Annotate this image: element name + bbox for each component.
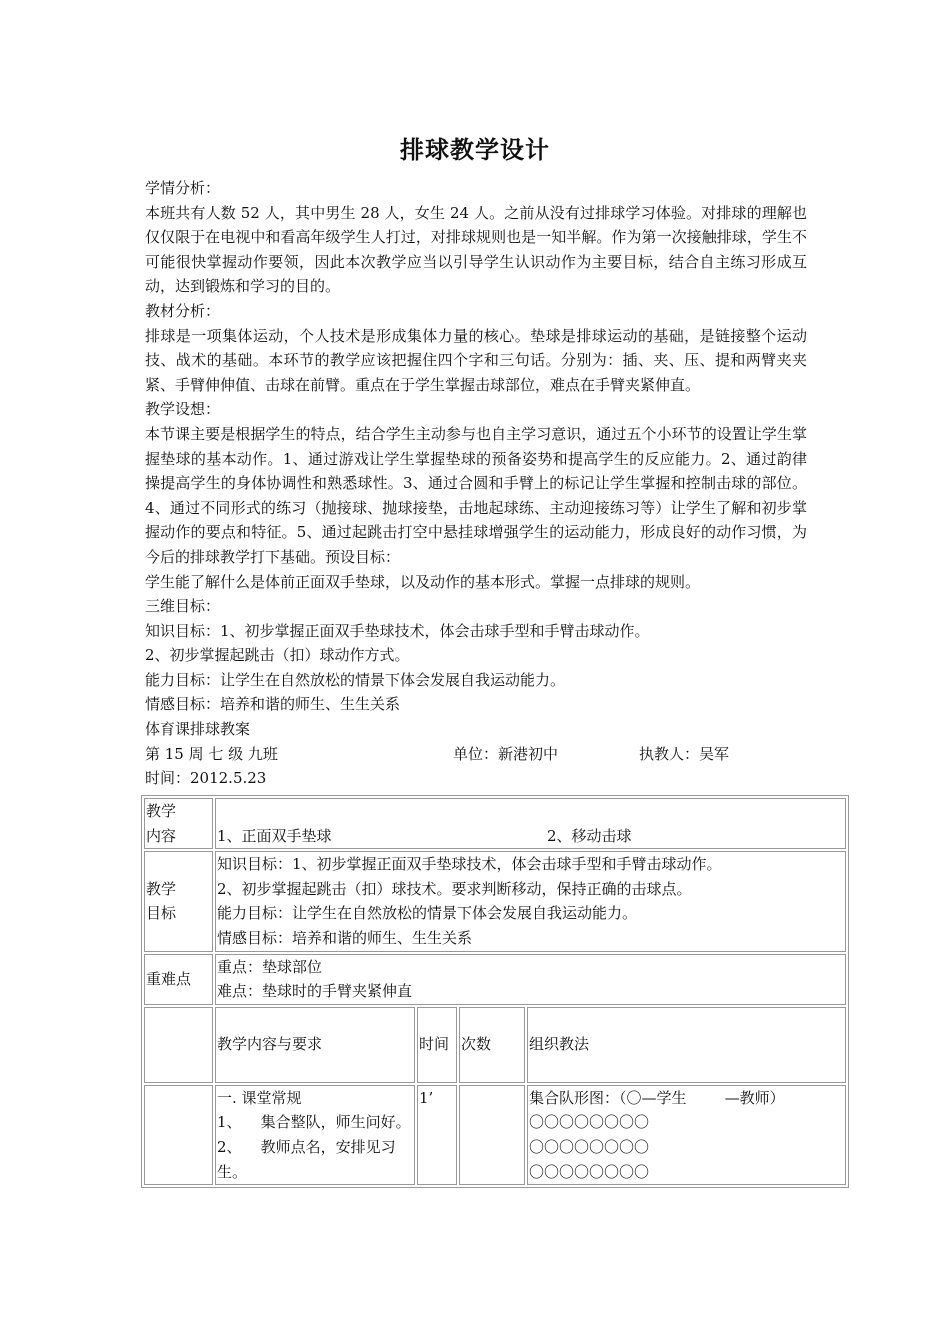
week-class: 第 15 周 七 级 九班 xyxy=(145,744,278,763)
content-label-cell xyxy=(144,798,213,849)
goal-line: 2、初步掌握起跳击（扣）球动作方式。 xyxy=(145,646,410,665)
empty-cell xyxy=(144,1085,213,1185)
row-count-cell xyxy=(459,1085,525,1185)
header-count: 次数 xyxy=(459,1007,525,1083)
key-label-cell xyxy=(144,954,213,1005)
key-label: 重难点 xyxy=(146,969,192,988)
table-row xyxy=(144,1085,846,1185)
section-heading: 教学设想： xyxy=(145,400,221,419)
goal-line: 能力目标：让学生在自然放松的情景下体会发展自我运动能力。 xyxy=(217,904,638,923)
content-item: 1、正面双手垫球 xyxy=(217,826,332,845)
header-method: 组织教法 xyxy=(527,1007,846,1083)
section-heading: 三维目标： xyxy=(145,597,221,616)
goal-label: 目标 xyxy=(146,904,177,923)
section-text: 本班共有人数 52 人，其中男生 28 人，女生 24 人。之前从没有过排球学习体验。对排球的理解也仅仅限于在电视中和看高年级学生人打过，对排球规则也是一知半解。作为第一次接触排球，学生不可能很快掌握动作要领，因此本次教学应当以引导学生认识动作为主要目标，结合自主练习形成互动，达到锻炼和学习的目的。 xyxy=(145,203,807,296)
lesson-time: 时间：2012.5.23 xyxy=(145,769,267,788)
plan-title: 体育课排球教案 xyxy=(145,720,251,739)
lesson-plan-table xyxy=(141,795,849,1188)
table-row-content xyxy=(144,798,846,849)
goal-line: 知识目标：1、初步掌握正面双手垫球技术，体会击球手型和手臂击球动作。 xyxy=(145,621,650,640)
preset-goal: 学生能了解什么是体前正面双手垫球，以及动作的基本形式。掌握一点排球的规则。 xyxy=(145,572,701,591)
formation-row: 〇〇〇〇〇〇〇〇 xyxy=(529,1162,650,1181)
row-content-line: 2、 教师点名，安排见习 xyxy=(217,1137,396,1156)
goal-line: 情感目标：培养和谐的师生、生生关系 xyxy=(217,928,473,947)
goal-label: 教学 xyxy=(146,879,177,898)
row-content-line: 一. 课堂常规 xyxy=(217,1088,302,1107)
method-title: 集合队形图：（〇—学生 —教师） xyxy=(529,1088,785,1107)
page-title: 排球教学设计 xyxy=(400,136,550,164)
empty-cell xyxy=(144,1007,213,1083)
plan-meta-row xyxy=(145,742,807,767)
row-time-cell: 1’ xyxy=(417,1085,457,1185)
goal-label-cell xyxy=(144,851,213,951)
goal-line: 情感目标：培养和谐的师生、生生关系 xyxy=(145,695,401,714)
section-heading: 学情分析： xyxy=(145,179,221,197)
key-line: 重点：垫球部位 xyxy=(217,957,323,976)
content-cell xyxy=(215,798,846,849)
goal-line: 能力目标：让学生在自然放松的情景下体会发展自我运动能力。 xyxy=(145,670,566,689)
formation-row: 〇〇〇〇〇〇〇〇 xyxy=(529,1113,650,1132)
teacher: 执教人：吴军 xyxy=(639,744,730,763)
content-item: 2、移动击球 xyxy=(547,826,632,845)
header-time: 时间 xyxy=(417,1007,457,1083)
content-label: 教学 xyxy=(146,802,177,820)
table-header-row xyxy=(144,1007,846,1083)
table-row-goals xyxy=(144,851,846,951)
row-content-cell xyxy=(215,1085,415,1185)
row-content-line: 生。 xyxy=(217,1162,248,1181)
section-text: 排球是一项集体运动，个人技术是形成集体力量的核心。垫球是排球运动的基础，是链接整个运动技、战术的基础。本环节的教学应该把握住四个字和三句话。分别为：插、夹、压、提和两臂夹夹紧、手臂伸伸值、击球在前臂。重点在于学生掌握击球部位，难点在手臂夹紧伸直。 xyxy=(145,326,807,394)
section-heading: 教材分析： xyxy=(145,301,221,320)
goal-cell xyxy=(215,851,846,951)
formation-row: 〇〇〇〇〇〇〇〇 xyxy=(529,1137,650,1156)
row-content-line: 1、 集合整队，师生问好。 xyxy=(217,1113,411,1132)
goal-line: 知识目标：1、初步掌握正面双手垫球技术，体会击球手型和手臂击球动作。 xyxy=(217,855,722,874)
row-method-cell xyxy=(527,1085,846,1185)
header-content: 教学内容与要求 xyxy=(215,1007,415,1083)
goal-line: 2、初步掌握起跳击（扣）球技术。要求判断移动，保持正确的击球点。 xyxy=(217,879,692,898)
key-cell xyxy=(215,954,846,1005)
key-line: 难点：垫球时的手臂夹紧伸直 xyxy=(217,982,413,1001)
unit: 单位：新港初中 xyxy=(453,744,559,763)
table-row-keypoints xyxy=(144,954,846,1005)
document-body xyxy=(145,176,807,791)
content-label: 内容 xyxy=(146,826,177,845)
section-text: 本节课主要是根据学生的特点，结合学生主动参与也自主学习意识，通过五个小环节的设置让学生掌握垫球的基本动作。1、通过游戏让学生掌握垫球的预备姿势和提高学生的反应能力。2、通过韵律操提高学生的身体协调性和熟悉球性。3、通过合圆和手臂上的标记让学生掌握和控制击球的部位。4、通过不同形式的练习（抛接球、抛球接垫，击地起球练、主动迎接练习等）让学生了解和初步掌握动作的要点和特征。5、通过起跳击打空中悬挂球增强学生的运动能力，形成良好的动作习惯，为今后的排球教学打下基础。预设目标： xyxy=(145,424,807,566)
